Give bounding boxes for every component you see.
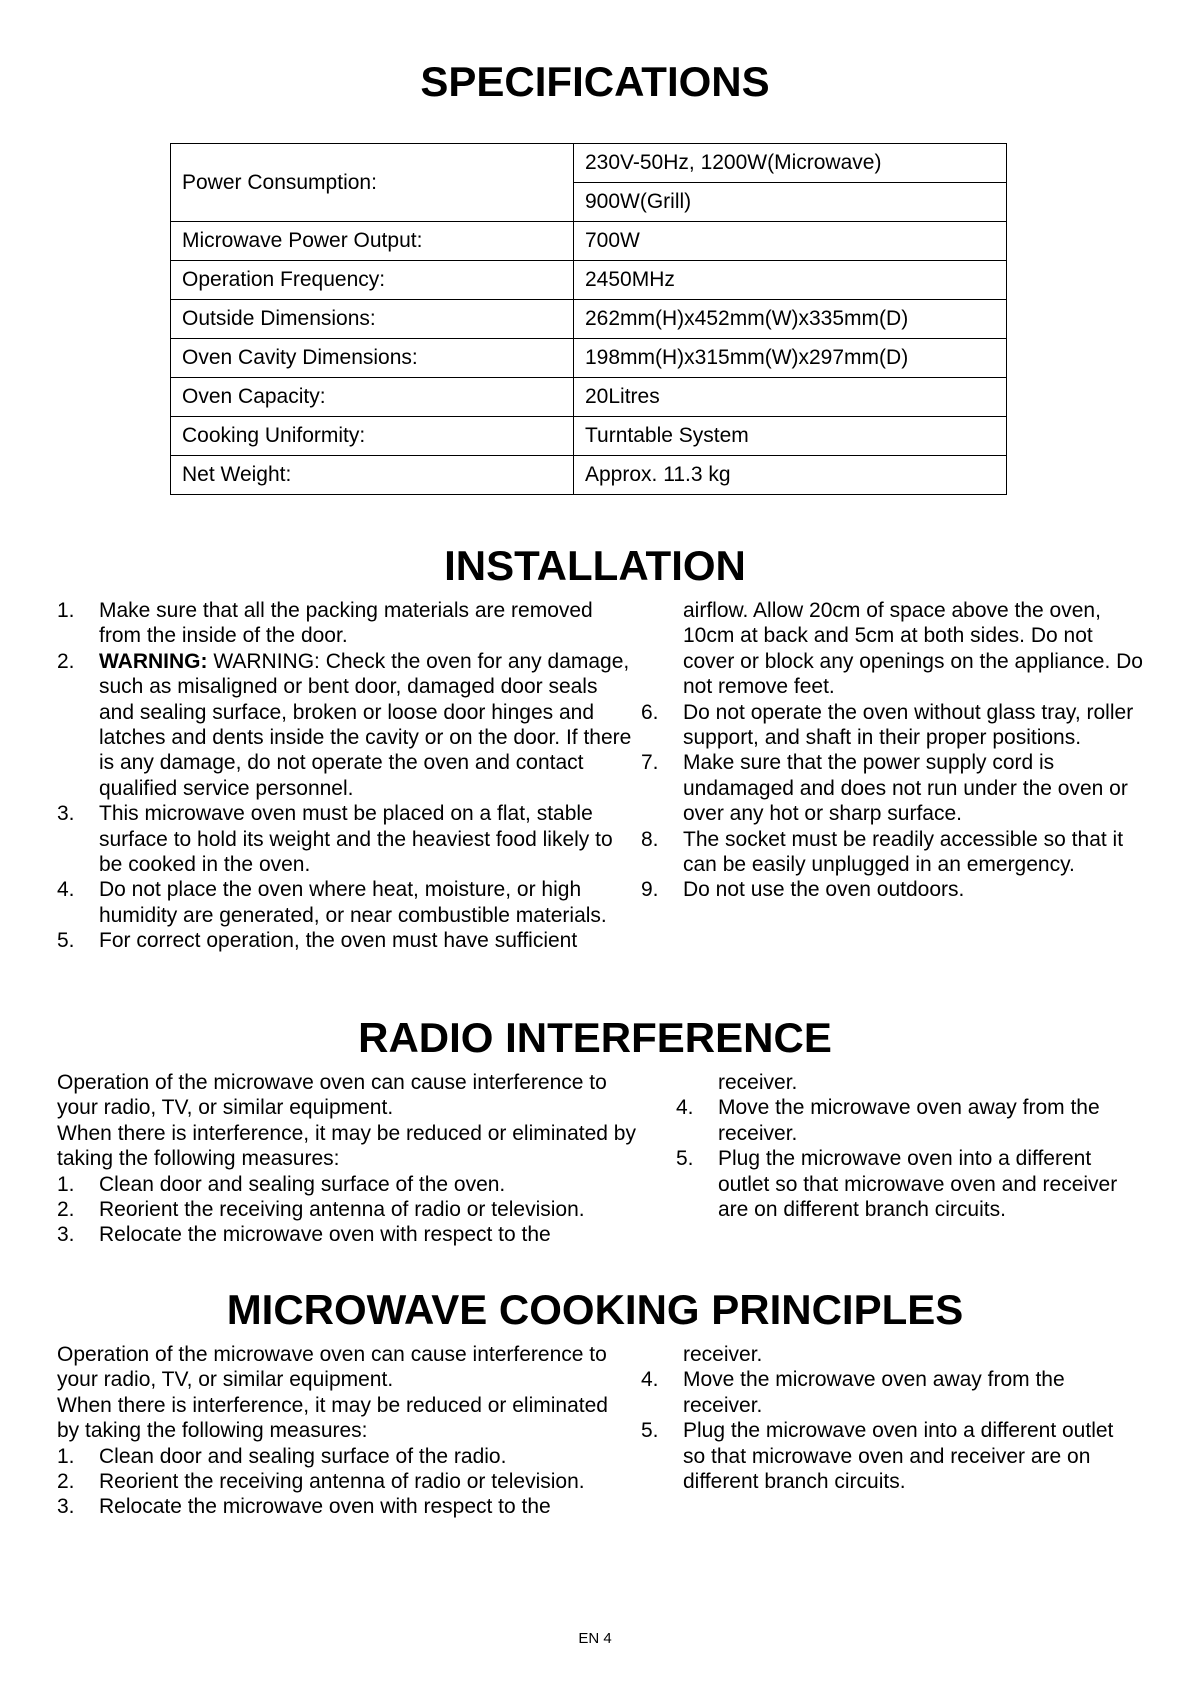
list-text: Do not use the oven outdoors. <box>683 878 965 902</box>
radio-right-column <box>676 1070 1146 1222</box>
list-text: Plug the microwave oven into a different outlet so that microwave oven and receiver are on different branch circuits. <box>718 1147 1118 1222</box>
list-number: 4. <box>57 878 75 902</box>
list-number: 3. <box>57 1223 75 1247</box>
spec-row <box>171 339 1007 378</box>
intro-paragraph: When there is interference, it may be reduced or eliminated by taking the following measures: <box>57 1121 636 1171</box>
list-item <box>57 1222 645 1247</box>
specifications-table <box>170 143 1007 495</box>
cooking-right-column <box>641 1342 1121 1494</box>
intro-paragraph: Operation of the microwave oven can cause interference to your radio, TV, or similar equipment. <box>57 1071 607 1120</box>
list-number: 2. <box>57 649 75 673</box>
list-text: Clean door and sealing surface of the oven. <box>99 1172 506 1196</box>
list-number: 6. <box>641 700 659 724</box>
list-item-continuation: receiver. <box>718 1071 798 1094</box>
intro-paragraph: When there is interference, it may be reduced or eliminated by taking the following measures: <box>57 1393 608 1443</box>
installation-title: INSTALLATION <box>444 542 746 589</box>
list-item-continuation: airflow. Allow 20cm of space above the oven, 10cm at back and 5cm at both sides. Do not cover or block any openings on the appliance. Do not remove feet. <box>683 599 1143 699</box>
list-text: Make sure that the power supply cord is undamaged and does not run under the oven or over any hot or sharp surface. <box>683 751 1128 826</box>
intro-paragraph: Operation of the microwave oven can cause interference to your radio, TV, or similar equipment. <box>57 1343 607 1392</box>
list-item <box>641 700 1146 751</box>
spec-value: 262mm(H)x452mm(W)x335mm(D) <box>574 300 1007 339</box>
list-number: 8. <box>641 827 659 851</box>
spec-label: Operation Frequency: <box>171 261 574 300</box>
list-item <box>57 649 637 801</box>
list-text: WARNING: Check the oven for any damage, such as misaligned or bent door, damaged door seals and sealing surface, broken or loose door hinges and latches and dents inside the cavity or on the door. If there is any damage, do not operate the oven and contact qualified service personnel. <box>99 649 632 800</box>
installation-left-column <box>57 598 637 954</box>
spec-value: Approx. 11.3 kg <box>574 456 1007 495</box>
list-text: Do not place the oven where heat, moisture, or high humidity are generated, or near combustible materials. <box>99 878 607 927</box>
spec-row <box>171 261 1007 300</box>
list-item <box>641 750 1146 826</box>
spec-row <box>171 222 1007 261</box>
list-item <box>641 1418 1121 1494</box>
spec-value: 900W(Grill) <box>574 183 1007 222</box>
list-item <box>57 877 637 928</box>
list-number: 1. <box>57 599 75 622</box>
list-text: For correct operation, the oven must have sufficient <box>99 929 578 953</box>
list-item <box>57 1494 625 1519</box>
list-item <box>57 928 637 953</box>
spec-value: 2450MHz <box>574 261 1007 300</box>
list-number: 9. <box>641 878 659 902</box>
list-number: 5. <box>676 1147 694 1171</box>
spec-label: Power Consumption: <box>171 144 574 222</box>
spec-label: Microwave Power Output: <box>171 222 574 261</box>
cooking-left-column <box>57 1342 625 1520</box>
spec-row <box>171 378 1007 417</box>
list-item <box>641 877 1146 902</box>
list-item <box>57 801 637 877</box>
spec-label: Oven Cavity Dimensions: <box>171 339 574 378</box>
list-number: 3. <box>57 802 75 826</box>
list-number: 5. <box>57 929 75 953</box>
list-text: Reorient the receiving antenna of radio or television. <box>99 1198 585 1222</box>
list-item <box>641 827 1146 878</box>
list-text: Move the microwave oven away from the receiver. <box>683 1368 1065 1417</box>
spec-row <box>171 417 1007 456</box>
list-item <box>676 1095 1146 1146</box>
list-item <box>57 1197 645 1222</box>
spec-value: 230V-50Hz, 1200W(Microwave) <box>574 144 1007 183</box>
list-item <box>57 1172 645 1197</box>
list-number: 7. <box>641 751 659 775</box>
warning-label: WARNING: <box>99 649 208 673</box>
list-text: Relocate the microwave oven with respect to the <box>99 1223 551 1247</box>
spec-value: 198mm(H)x315mm(W)x297mm(D) <box>574 339 1007 378</box>
spec-value: 700W <box>574 222 1007 261</box>
list-item-continuation: receiver. <box>683 1343 763 1366</box>
list-text: Do not operate the oven without glass tray, roller support, and shaft in their proper positions. <box>683 700 1134 750</box>
list-number: 5. <box>641 1419 659 1443</box>
list-number: 1. <box>57 1172 75 1196</box>
spec-label: Outside Dimensions: <box>171 300 574 339</box>
spec-row <box>171 456 1007 495</box>
spec-label: Oven Capacity: <box>171 378 574 417</box>
list-text: Move the microwave oven away from the receiver. <box>718 1096 1100 1145</box>
radio-interference-title: RADIO INTERFERENCE <box>358 1014 832 1061</box>
spec-label: Cooking Uniformity: <box>171 417 574 456</box>
list-number: 1. <box>57 1444 75 1468</box>
list-text: Plug the microwave oven into a different outlet so that microwave oven and receiver are on different branch circuits. <box>683 1419 1114 1494</box>
list-text: Clean door and sealing surface of the radio. <box>99 1444 507 1468</box>
spec-row <box>171 300 1007 339</box>
list-item <box>57 1444 625 1469</box>
spec-label: Net Weight: <box>171 456 574 495</box>
cooking-principles-title: MICROWAVE COOKING PRINCIPLES <box>226 1286 964 1333</box>
list-text: Make sure that all the packing materials are removed from the inside of the door. <box>99 599 593 648</box>
spec-value: Turntable System <box>574 417 1007 456</box>
list-number: 4. <box>676 1096 694 1120</box>
list-item <box>676 1146 1146 1222</box>
specifications-title: SPECIFICATIONS <box>420 58 770 105</box>
list-number: 3. <box>57 1495 75 1519</box>
list-text: Relocate the microwave oven with respect to the <box>99 1495 551 1519</box>
list-number: 4. <box>641 1368 659 1392</box>
list-number: 2. <box>57 1198 75 1222</box>
spec-row <box>171 144 1007 183</box>
radio-left-column <box>57 1070 645 1248</box>
list-number: 2. <box>57 1470 75 1494</box>
page-number: EN 4 <box>578 1630 612 1647</box>
list-text: This microwave oven must be placed on a flat, stable surface to hold its weight and the heaviest food likely to be cooked in the oven. <box>99 802 613 877</box>
list-item <box>641 1367 1121 1418</box>
spec-value: 20Litres <box>574 378 1007 417</box>
list-item <box>57 1469 625 1494</box>
installation-right-column <box>641 598 1146 903</box>
list-text: Reorient the receiving antenna of radio or television. <box>99 1470 585 1494</box>
list-text: The socket must be readily accessible so that it can be easily unplugged in an emergency. <box>683 827 1124 877</box>
list-item <box>57 598 637 649</box>
